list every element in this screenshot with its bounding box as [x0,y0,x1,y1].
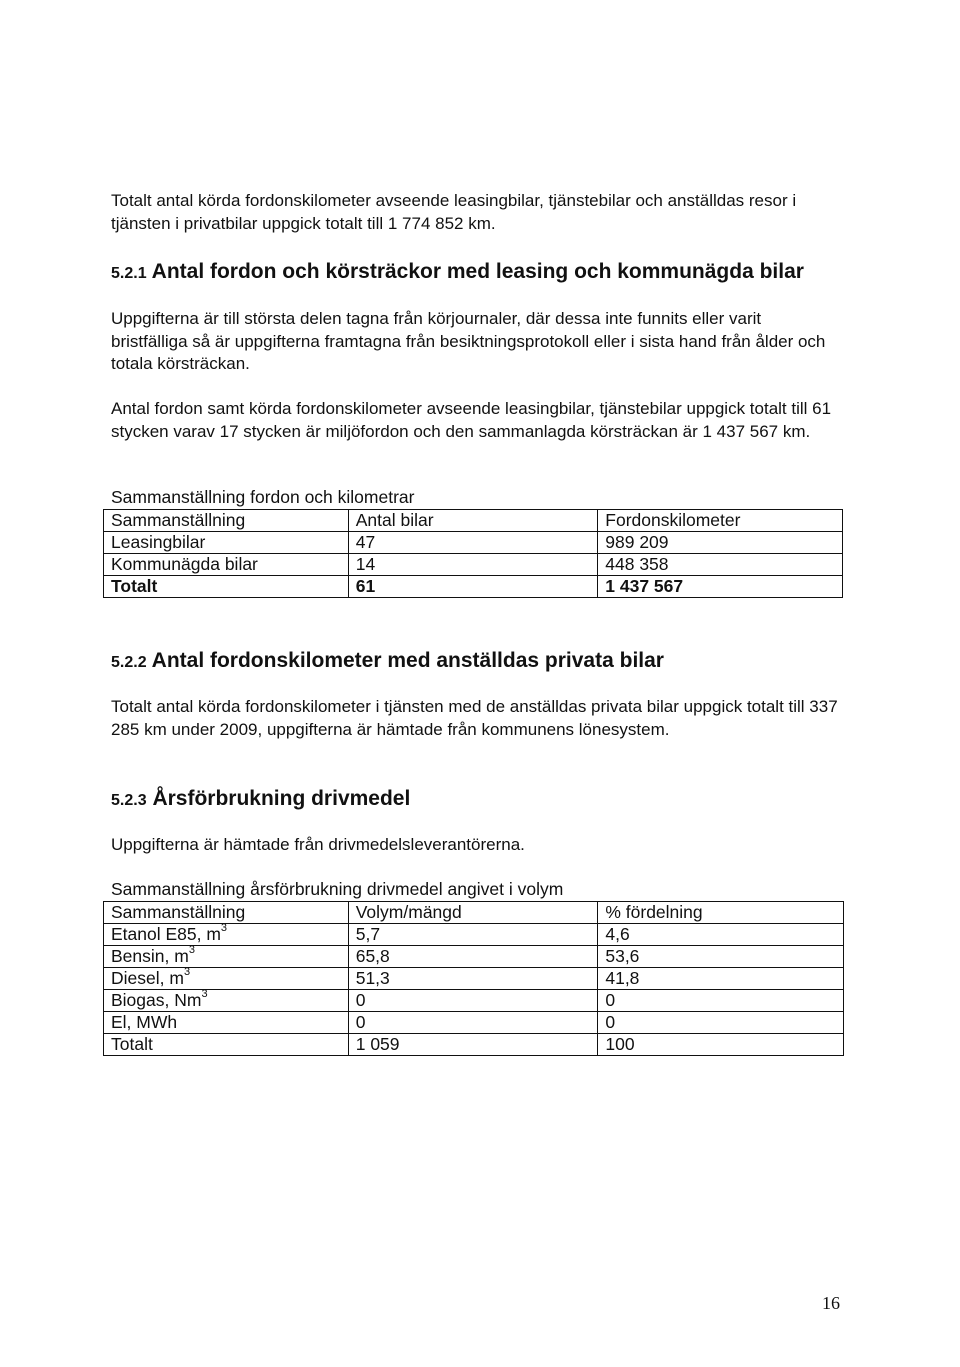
table-cell: Leasingbilar [104,532,349,554]
table-cell [104,1012,349,1034]
table-header-cell: Antal bilar [348,510,598,532]
table-cell: 0 [598,990,844,1012]
fuel-label: Etanol E85, m [111,924,221,944]
section-522-paragraph: Totalt antal körda fordonskilometer i tjänsten med de anställdas privata bilar uppgick totalt till 337 285 km under 2009, uppgifterna är hämtade från kommunens lönesystem. [111,697,838,739]
table-cell: Totalt [104,576,349,598]
table-cell: 5,7 [348,924,598,946]
table-row [104,946,844,968]
table-cell: 14 [348,554,598,576]
table-cell [104,924,349,946]
section-523-heading [111,787,410,811]
section-521-paragraph-2: Antal fordon samt körda fordonskilometer avseende leasingbilar, tjänstebilar uppgick totalt till 61 stycken varav 17 stycken är miljöfordon och den sammanlagda körsträckan är 1 437 567 km. [111,399,832,441]
unit-superscript: 3 [201,988,208,1001]
unit-superscript: 3 [183,966,191,979]
section-522-title: Antal fordonskilometer med anställdas privata bilar [151,649,664,672]
table-header-cell: Sammanställning [104,902,349,924]
unit-superscript: 3 [188,944,195,957]
table-cell: 100 [598,1034,844,1056]
table-header-cell: Fordonskilometer [598,510,843,532]
table-cell [104,968,349,990]
unit-superscript: 3 [220,922,228,935]
table-cell: 0 [348,990,598,1012]
section-521-paragraph-1: Uppgifterna är till största delen tagna från körjournaler, där dessa inte funnits eller varit bristfälliga så är uppgifterna framtagna från besiktningsprotokoll eller i sista hand från ålder och totala körsträckan. [111,309,826,373]
table-cell: 0 [598,1012,844,1034]
table-header-cell: Sammanställning [104,510,349,532]
table-cell: 61 [348,576,598,598]
table-header-cell: % fördelning [598,902,844,924]
table-row [104,1012,844,1034]
table-cell: 47 [348,532,598,554]
fuel-consumption-table [103,901,844,1056]
section-523-paragraph: Uppgifterna är hämtade från drivmedelsleverantörerna. [111,835,525,854]
section-521-number: 5.2.1 [111,265,147,282]
fuel-label: Bensin, m [111,946,189,966]
table-header-row [104,510,843,532]
section-521-heading [111,260,804,284]
section-522-heading [111,649,664,673]
table-cell [104,1034,349,1056]
fuel-label: Diesel, m [111,968,184,988]
fuel-label: Biogas, Nm [111,990,202,1010]
table-cell: 53,6 [598,946,844,968]
vehicle-table-caption: Sammanställning fordon och kilometrar [111,487,415,507]
table-cell [104,990,349,1012]
intro-paragraph: Totalt antal körda fordonskilometer avseende leasingbilar, tjänstebilar och anställdas resor i tjänsten i privatbilar uppgick totalt till 1 774 852 km. [111,191,797,233]
table-cell: 4,6 [598,924,844,946]
table-cell: 65,8 [348,946,598,968]
table-cell [104,946,349,968]
table-row [104,924,844,946]
table-cell: 989 209 [598,532,843,554]
section-522-number: 5.2.2 [111,654,147,671]
table-cell: 0 [348,1012,598,1034]
table-total-row [104,576,843,598]
table-cell: 51,3 [348,968,598,990]
table-cell: 448 358 [598,554,843,576]
table-row [104,968,844,990]
table-cell: 1 059 [348,1034,598,1056]
table-header-cell: Volym/mängd [348,902,598,924]
fuel-table-caption: Sammanställning årsförbrukning drivmedel angivet i volym [111,879,564,899]
section-523-number: 5.2.3 [111,792,147,809]
fuel-label: Totalt [111,1034,153,1054]
page-number: 16 [822,1293,840,1313]
table-row [104,990,844,1012]
section-523-title: Årsförbrukning drivmedel [152,787,411,810]
fuel-label: El, MWh [111,1012,178,1032]
section-521-title: Antal fordon och körsträckor med leasing och kommunägda bilar [151,260,804,283]
table-row [104,532,843,554]
table-row [104,554,843,576]
table-header-row [104,902,844,924]
table-total-row [104,1034,844,1056]
table-cell: 41,8 [598,968,844,990]
vehicle-km-table [103,509,843,598]
table-cell: Kommunägda bilar [104,554,349,576]
table-cell: 1 437 567 [598,576,843,598]
